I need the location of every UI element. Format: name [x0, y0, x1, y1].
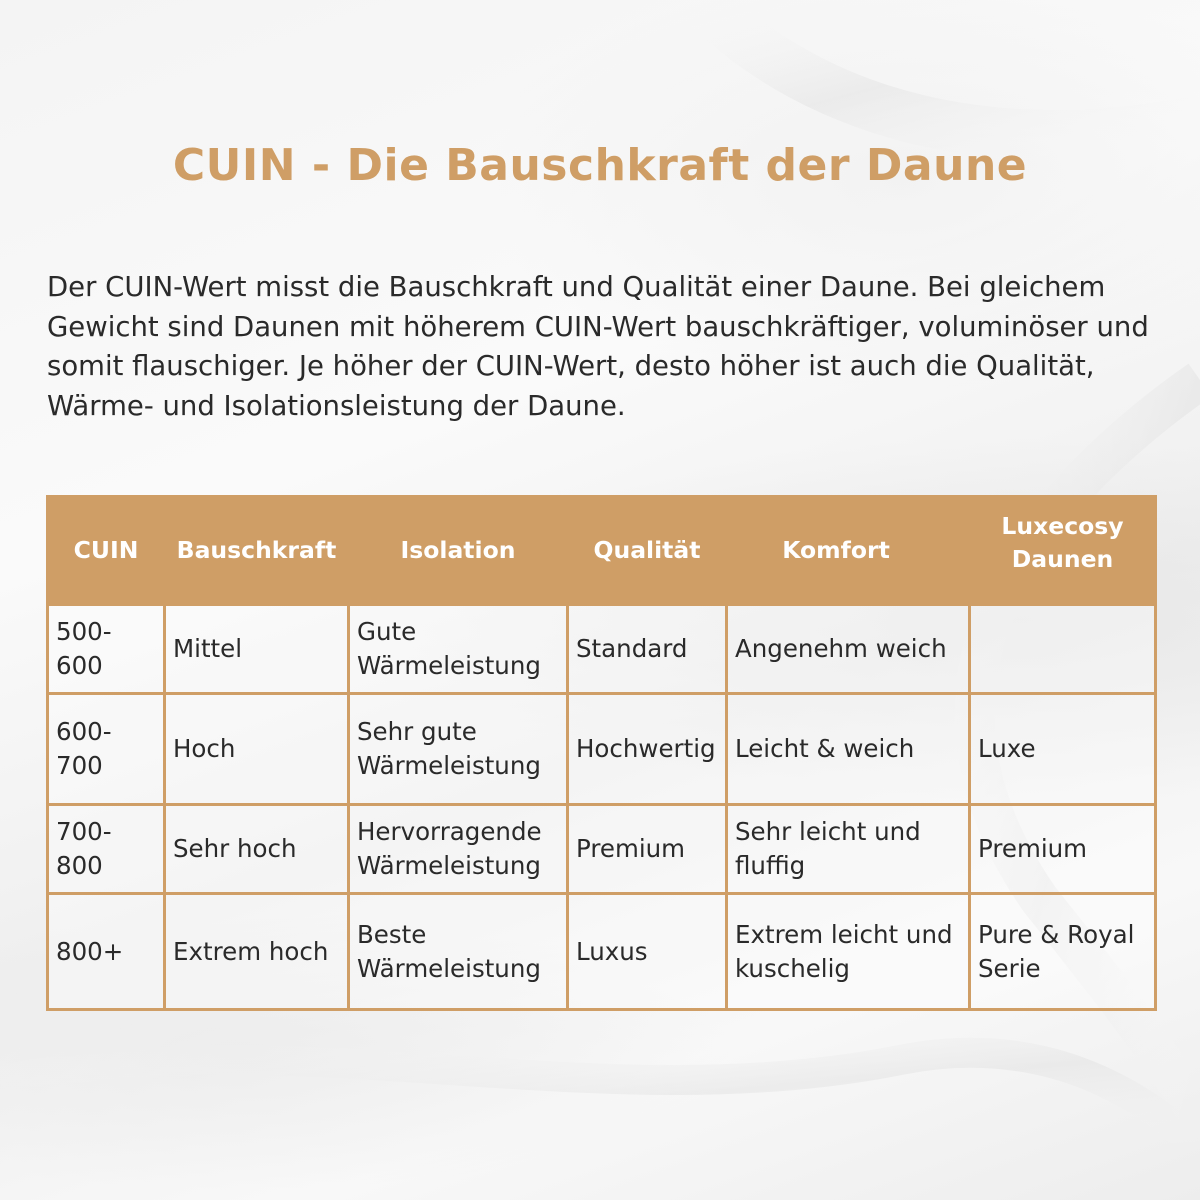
table-row — [48, 694, 1156, 805]
cell-bauschkraft: Mittel — [165, 605, 349, 694]
cell-cuin: 700- 800 — [48, 805, 165, 894]
cell-luxecosy: Luxe — [970, 694, 1156, 805]
cell-komfort: Extrem leicht und kuschelig — [727, 894, 970, 1010]
table-row — [48, 894, 1156, 1010]
header-luxecosy-daunen: Luxecosy Daunen — [970, 497, 1156, 605]
page-title: CUIN - Die Bauschkraft der Daune — [172, 140, 1028, 191]
cell-luxecosy: Pure & Royal Serie — [970, 894, 1156, 1010]
cell-cuin: 800+ — [48, 894, 165, 1010]
cell-isolation: Sehr gute Wärmeleistung — [349, 694, 568, 805]
cuin-table — [46, 495, 1157, 1011]
cell-cuin: 500- 600 — [48, 605, 165, 694]
header-cuin: CUIN — [48, 497, 165, 605]
cell-cuin: 600- 700 — [48, 694, 165, 805]
cell-luxecosy: Premium — [970, 805, 1156, 894]
header-qualitaet: Qualität — [568, 497, 727, 605]
cell-isolation: Beste Wärmeleistung — [349, 894, 568, 1010]
cell-qualitaet: Luxus — [568, 894, 727, 1010]
cell-komfort: Angenehm weich — [727, 605, 970, 694]
cell-luxecosy — [970, 605, 1156, 694]
table-row — [48, 605, 1156, 694]
cell-qualitaet: Premium — [568, 805, 727, 894]
table-row — [48, 805, 1156, 894]
cell-bauschkraft: Hoch — [165, 694, 349, 805]
cell-isolation: Gute Wärmeleistung — [349, 605, 568, 694]
cell-isolation: Hervorragende Wärmeleistung — [349, 805, 568, 894]
cell-qualitaet: Standard — [568, 605, 727, 694]
cell-bauschkraft: Sehr hoch — [165, 805, 349, 894]
table-header-row — [48, 497, 1156, 605]
cell-bauschkraft: Extrem hoch — [165, 894, 349, 1010]
header-bauschkraft: Bauschkraft — [165, 497, 349, 605]
cell-komfort: Leicht & weich — [727, 694, 970, 805]
header-isolation: Isolation — [349, 497, 568, 605]
cell-qualitaet: Hochwertig — [568, 694, 727, 805]
cell-komfort: Sehr leicht und fluffig — [727, 805, 970, 894]
header-komfort: Komfort — [727, 497, 970, 605]
intro-paragraph: Der CUIN-Wert misst die Bauschkraft und Qualität einer Daune. Bei gleichem Gewicht sind Daunen mit höherem CUIN-Wert bauschkräftiger, voluminöser und somit flauschiger. Je höher der CUIN-Wert, desto höher ist auch die Qualität, Wärme- und Isolationsleistung der Daune. — [47, 271, 1149, 422]
